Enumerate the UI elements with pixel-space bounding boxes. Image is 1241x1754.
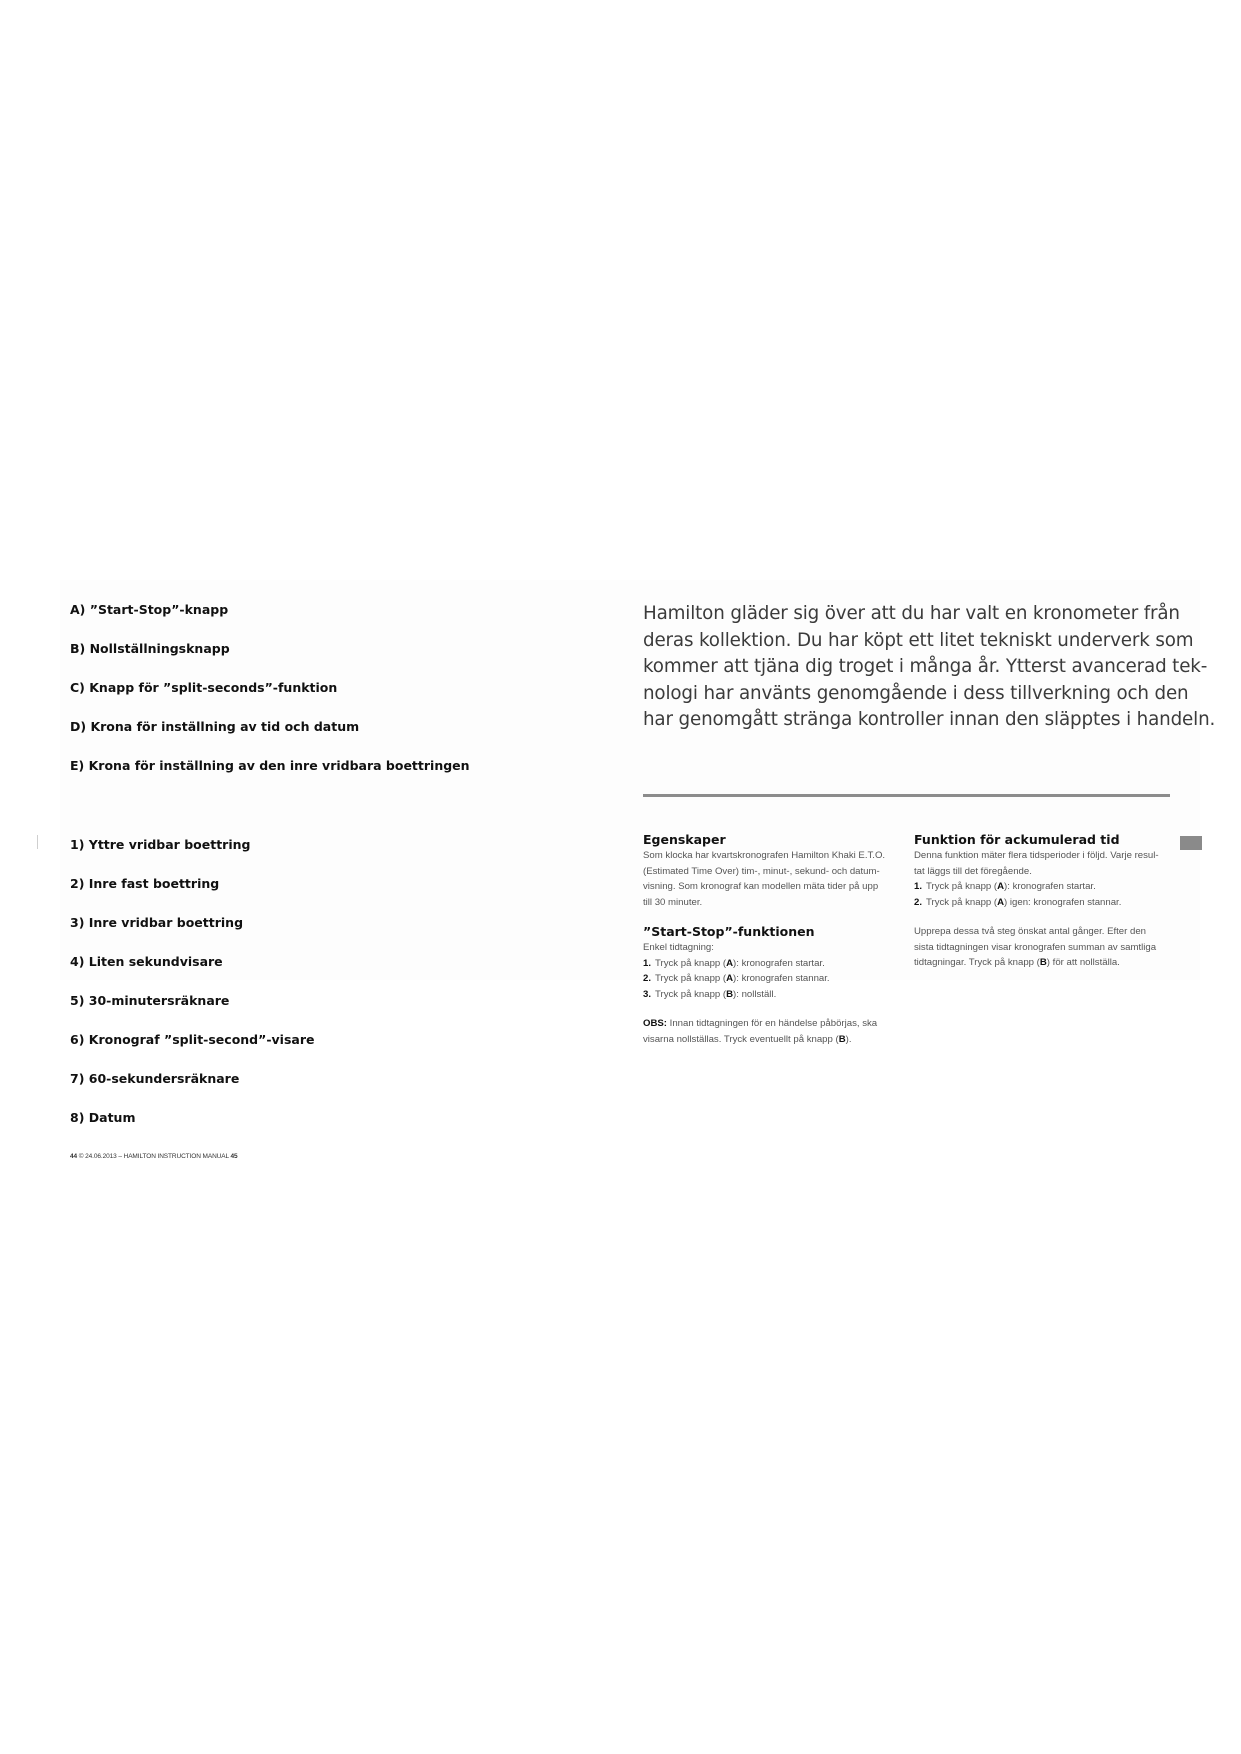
legend-item-3: 3) Inre vridbar boettring: [70, 915, 244, 930]
legend-item-b: B) Nollställningsknapp: [70, 641, 230, 656]
intro-paragraph: [643, 601, 1216, 734]
page-footer: [70, 1153, 238, 1160]
text-line: (Estimated Time Over) tim-, minut-, sekund- och datum-: [643, 865, 880, 877]
step-item: 2. Tryck på knapp (A): kronografen stannar.: [643, 973, 830, 984]
obs-note: OBS: Innan tidtagningen för en händelse påbörjas, ska visarna nollställas. Tryck eventuellt på knapp (B).: [643, 1018, 878, 1045]
legend-item-e: E) Krona för inställning av den inre vridbara boettringen: [70, 758, 470, 773]
legend-item-1: 1) Yttre vridbar boettring: [70, 837, 251, 852]
text-line: till 30 minuter.: [643, 896, 703, 908]
footer-text: © 24.06.2013 – HAMILTON INSTRUCTION MANUAL: [78, 1153, 229, 1160]
legend-item-4: 4) Liten sekundvisare: [70, 954, 223, 969]
egenskaper-text: [643, 848, 903, 910]
ackumulerad-text: [914, 848, 1174, 879]
chapter-tab-marker: [1180, 836, 1202, 850]
margin-tick: [37, 835, 38, 849]
legend-item-a: A) ”Start-Stop”-knapp: [70, 602, 229, 617]
intro-line: nologi har använts genomgående i dess tillverkning och den: [643, 682, 1189, 704]
intro-line: kommer att tjäna dig troget i många år. Ytterst avancerad tek-: [643, 656, 1208, 677]
intro-line: Hamilton gläder sig över att du har valt en kronometer från: [643, 603, 1180, 624]
step-item: 3. Tryck på knapp (B): nollställ.: [643, 988, 777, 1000]
repeat-text: Upprepa dessa två steg önskat antal gånger. Efter den sista tidtagningen visar kronografen summan av samtliga tidtagningar. Tryck på knapp (B) för att nollställa.: [914, 924, 1174, 971]
legend-item-c: C) Knapp för ”split-seconds”-funktion: [70, 680, 338, 695]
step-item: 1. Tryck på knapp (A): kronografen startar.: [914, 881, 1096, 892]
legend-item-5: 5) 30-minutersräknare: [70, 993, 230, 1008]
page-number-right: 45: [230, 1153, 238, 1160]
legend-item-2: 2) Inre fast boettring: [70, 876, 220, 891]
text-line: Upprepa dessa två steg önskat antal gånger. Efter den: [914, 926, 1147, 937]
heading-start-stop: ”Start-Stop”-funktionen: [643, 924, 815, 939]
step-item: 2. Tryck på knapp (A) igen: kronografen stannar.: [914, 896, 1122, 908]
intro-line: har genomgått stränga kontroller innan den släpptes i handeln.: [643, 709, 1216, 730]
text-line: Denna funktion mäter flera tidsperioder i följd. Varje resul-: [914, 850, 1159, 861]
start-stop-intro: [643, 940, 903, 956]
text-line: visning. Som kronograf kan modellen mäta tider på upp: [643, 881, 879, 892]
text-line: tat läggs till det föregående.: [914, 865, 1032, 877]
text-line: Enkel tidtagning:: [643, 942, 714, 953]
text-line: Som klocka har kvartskronografen Hamilton Khaki E.T.O.: [643, 850, 886, 861]
intro-line: deras kollektion. Du har köpt ett litet tekniskt underverk som: [643, 629, 1194, 651]
column-features: [643, 832, 903, 1047]
heading-ackumulerad: Funktion för ackumulerad tid: [914, 832, 1120, 847]
text-line: sista tidtagningen visar kronografen summan av samtliga: [914, 941, 1157, 953]
column-accumulated: [914, 832, 1174, 971]
heading-egenskaper: Egenskaper: [643, 832, 726, 847]
legend-item-6: 6) Kronograf ”split-second”-visare: [70, 1032, 315, 1047]
legend-item-d: D) Krona för inställning av tid och datum: [70, 719, 360, 734]
section-divider: [643, 794, 1170, 797]
legend-item-8: 8) Datum: [70, 1110, 136, 1125]
step-item: 1. Tryck på knapp (A): kronografen startar.: [643, 957, 825, 969]
page-number-left: 44: [70, 1153, 78, 1160]
legend-item-7: 7) 60-sekundersräknare: [70, 1071, 240, 1086]
